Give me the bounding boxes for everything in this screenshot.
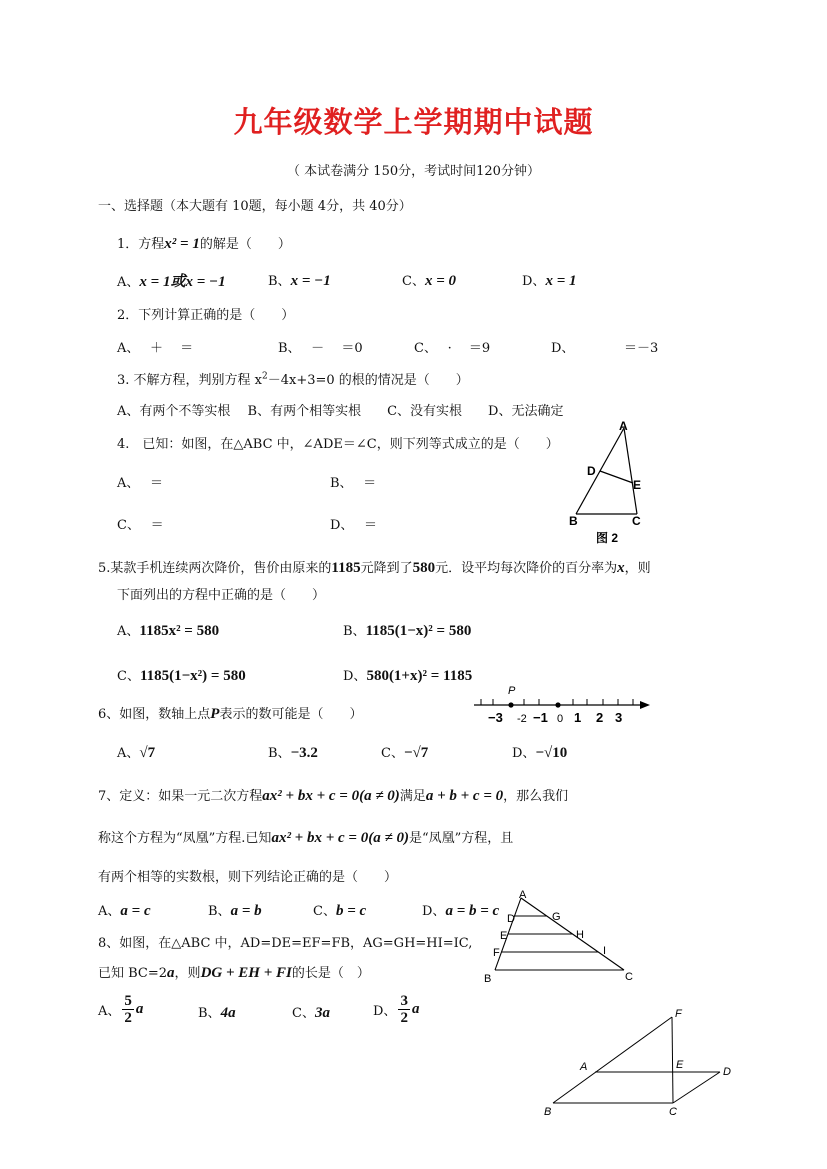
- q4-option-c[interactable]: C、 ＝: [117, 518, 164, 533]
- subtitle: （ 本试卷满分 150分，考试时间120分钟）: [287, 164, 540, 179]
- q6-tick-label: 3: [615, 710, 623, 725]
- q4-option-d[interactable]: D、 ＝: [330, 518, 378, 533]
- question-7-line3: 有两个相等的实数根，则下列结论正确的是（ ）: [98, 870, 398, 885]
- q1-option-b[interactable]: [268, 270, 331, 290]
- q6-P: P: [210, 706, 220, 722]
- q8-l2-mid: ，则: [174, 966, 201, 981]
- q7-b-math: a = b: [230, 903, 262, 919]
- q1-b-label: B、: [268, 274, 291, 289]
- q5-a-math: 1185x² = 580: [139, 623, 220, 639]
- question-2-stem: 2．下列计算正确的是（ ）: [117, 308, 295, 323]
- q6-point-P: [508, 702, 513, 707]
- q1-option-d[interactable]: [522, 270, 577, 290]
- q8-label-H: H: [576, 929, 584, 941]
- q2-option-d[interactable]: D、 ＝－3: [551, 341, 659, 356]
- q6-tick-label: 0: [557, 713, 564, 725]
- q1-equation: x² = 1: [164, 236, 200, 252]
- q3-options[interactable]: A、有两个不等实根 B、有两个相等实根 C、没有实根 D、无法确定: [117, 404, 564, 419]
- q5-l1b: 元降到了: [360, 561, 413, 576]
- q1-option-c[interactable]: [402, 270, 456, 290]
- q5-l1c: 元．设平均每次降价的百分率为: [435, 561, 618, 576]
- q8-option-d[interactable]: [373, 993, 419, 1026]
- q6-tick-label: −1: [533, 710, 548, 725]
- q7-eq2: ax² + bx + c = 0(a ≠ 0): [271, 830, 409, 846]
- q7-option-c[interactable]: [313, 900, 366, 920]
- q7-d-math: a = b = c: [445, 903, 500, 919]
- q3-pre: 3. 不解方程，判别方程 x: [117, 373, 262, 388]
- q1-option-a[interactable]: [117, 270, 226, 291]
- q8-a-fraction: [122, 993, 134, 1026]
- q8-label-A: A: [519, 889, 527, 901]
- q4-caption: 图 2: [596, 531, 619, 545]
- q8-l2-a: a: [167, 965, 175, 981]
- q5-c-math: 1185(1−x²) = 580: [139, 668, 246, 684]
- q8-b-label: B、: [198, 1006, 221, 1021]
- q8-l2-post: 的长是（ ）: [291, 966, 370, 981]
- q7-l1-pre: 7、定义：如果一元二次方程: [98, 789, 263, 804]
- q5-a-label: A、: [117, 624, 140, 639]
- q1-c-math: x = 0: [424, 273, 457, 289]
- q5-var: x: [617, 560, 625, 576]
- q4-option-b[interactable]: B、 ＝: [330, 476, 377, 491]
- q7-option-b[interactable]: [208, 900, 262, 920]
- q7-l1-post: ，那么我们: [503, 789, 569, 804]
- q6-option-d[interactable]: [512, 742, 567, 762]
- q7-b-label: B、: [208, 904, 231, 919]
- question-8-line1: 8、如图，在△ABC 中，AD=DE=EF=FB，AG=GH=HI=IC,: [98, 936, 473, 951]
- q7-c-label: C、: [313, 904, 336, 919]
- q6-a-math: √7: [139, 745, 156, 761]
- parallelogram-figure: [540, 1002, 740, 1122]
- q8-label-I: I: [603, 945, 607, 957]
- q1-d-math: x = 1: [545, 273, 577, 289]
- section-heading: 一、选择题（本大题有 10题，每小题 4分，共 40分）: [98, 199, 412, 214]
- q8-d-denominator: 2: [400, 1010, 408, 1026]
- q8-l2-expr: DG + EH + FI: [200, 965, 292, 981]
- q8-d-fraction: [398, 993, 410, 1026]
- q1-a-math: x = 1或x = −1: [139, 274, 226, 290]
- question-5-line2: 下面列出的方程中正确的是（ ）: [117, 588, 326, 603]
- q8-option-a[interactable]: [98, 993, 143, 1026]
- q7-a-math: a = c: [120, 903, 151, 919]
- q5-b-math: 1185(1−x)² = 580: [365, 623, 472, 639]
- q1-a-label: A、: [117, 275, 140, 290]
- q8-label-E: E: [500, 930, 508, 942]
- q8-option-b[interactable]: [198, 1002, 236, 1022]
- q6-b-math: −3.2: [290, 745, 318, 761]
- question-1-stem: [117, 233, 291, 253]
- q8-c-label: C、: [292, 1006, 315, 1021]
- q1-pre: 1．方程: [117, 237, 165, 252]
- q7-l1-mid: 满足: [399, 789, 426, 804]
- q5-option-b[interactable]: [343, 620, 471, 640]
- q5-c-label: C、: [117, 669, 140, 684]
- q6-option-a[interactable]: [117, 742, 155, 762]
- q6-c-label: C、: [381, 746, 404, 761]
- q6-post: 表示的数可能是（ ）: [219, 707, 363, 722]
- question-3-stem: [117, 369, 469, 388]
- q8-a-denominator: 2: [124, 1010, 132, 1026]
- q8-label-D: D: [507, 913, 515, 925]
- question-8-line2: [98, 962, 370, 982]
- question-5-line1: [98, 557, 651, 577]
- q6-tick-label: 1: [574, 710, 582, 725]
- q8-d-numerator: 3: [400, 993, 408, 1009]
- q6-option-c[interactable]: [381, 742, 428, 762]
- q8-d-label: D、: [373, 1004, 397, 1019]
- q6-a-label: A、: [117, 746, 140, 761]
- q8-option-c[interactable]: [292, 1002, 330, 1022]
- fig3-label-C: C: [669, 1106, 677, 1118]
- q8-label-G: G: [552, 911, 561, 923]
- q2-option-a[interactable]: A、 ＋ ＝: [117, 341, 194, 356]
- q8-label-F: F: [493, 947, 500, 959]
- q7-option-a[interactable]: [98, 900, 151, 920]
- q6-number-line: [470, 680, 655, 730]
- q7-cond: a + b + c = 0: [425, 788, 504, 804]
- question-7-line2: [98, 827, 513, 847]
- q8-label-B: B: [484, 973, 492, 985]
- q8-a-label: A、: [98, 1004, 121, 1019]
- q5-option-a[interactable]: [117, 620, 219, 640]
- q6-d-math: −√10: [535, 745, 568, 761]
- q6-c-math: −√7: [403, 745, 429, 761]
- q7-l2-post: 是“凤凰”方程，且: [408, 831, 514, 846]
- q5-l1a: 5.某款手机连续两次降价，售价由原来的: [98, 561, 332, 576]
- q8-b-math: 4a: [220, 1005, 236, 1021]
- q8-a-var: a: [135, 1001, 144, 1017]
- q2-option-b[interactable]: B、 － ＝0: [278, 341, 363, 356]
- q6-pre: 6、如图，数轴上点: [98, 707, 211, 722]
- q6-tick-label: −3: [488, 710, 503, 725]
- page-title: 九年级数学上学期期中试题: [233, 105, 594, 139]
- q5-b-label: B、: [343, 624, 366, 639]
- fig3-label-D: D: [723, 1066, 731, 1078]
- q5-d-label: D、: [343, 669, 367, 684]
- q4-label-A: A: [619, 419, 628, 433]
- question-7-line1: [98, 785, 568, 805]
- q8-triangle-figure: [478, 888, 638, 988]
- q7-d-label: D、: [422, 904, 446, 919]
- q1-b-math: x = −1: [290, 273, 331, 289]
- q4-label-D: D: [587, 464, 596, 478]
- q1-d-label: D、: [522, 274, 546, 289]
- q8-d-var: a: [411, 1001, 420, 1017]
- q5-option-d[interactable]: [343, 665, 472, 685]
- q1-c-label: C、: [402, 274, 425, 289]
- q5-n2: 580: [412, 560, 436, 576]
- q4-label-B: B: [569, 514, 578, 528]
- fig3-label-F: F: [675, 1008, 682, 1020]
- q2-option-c[interactable]: C、 · ＝9: [414, 341, 491, 356]
- q5-l1d: ，则: [624, 561, 651, 576]
- q7-c-math: b = c: [335, 903, 367, 919]
- q6-d-label: D、: [512, 746, 536, 761]
- q3-sup: 2: [262, 371, 268, 382]
- question-4-stem: 4. 已知：如图，在△ABC 中，∠ADE＝∠C，则下列等式成立的是（ ）: [117, 437, 559, 452]
- q8-a-numerator: 5: [124, 993, 132, 1009]
- q4-option-a[interactable]: A、 ＝: [117, 476, 164, 491]
- q4-label-E: E: [633, 478, 642, 492]
- q6-b-label: B、: [268, 746, 291, 761]
- q5-d-math: 580(1+x)² = 1185: [366, 668, 473, 684]
- q6-origin-dot: [555, 702, 560, 707]
- q7-eq1: ax² + bx + c = 0(a ≠ 0): [262, 788, 400, 804]
- q1-post: 的解是（ ）: [199, 237, 291, 252]
- q5-n1: 1185: [331, 560, 361, 576]
- q6-option-b[interactable]: [268, 742, 318, 762]
- q8-l2-pre: 已知 BC=2: [98, 966, 168, 981]
- q4-triangle-figure: [560, 415, 670, 550]
- q3-post: －4x+3=0 的根的情况是（ ）: [267, 373, 469, 388]
- q4-label-C: C: [632, 514, 641, 528]
- q7-l2-pre: 称这个方程为“凤凰”方程.已知: [98, 831, 272, 846]
- question-6-stem: [98, 703, 362, 723]
- fig3-label-B: B: [544, 1106, 552, 1118]
- q8-label-C: C: [625, 971, 633, 983]
- fig3-label-A: A: [580, 1061, 588, 1073]
- q8-c-math: 3a: [314, 1005, 330, 1021]
- fig3-label-E: E: [676, 1059, 684, 1071]
- q6-axis-P: P: [508, 685, 516, 697]
- q6-tick-label: 2: [596, 710, 604, 725]
- q5-option-c[interactable]: [117, 665, 246, 685]
- q6-tick-label: -2: [517, 713, 527, 725]
- q7-a-label: A、: [98, 904, 121, 919]
